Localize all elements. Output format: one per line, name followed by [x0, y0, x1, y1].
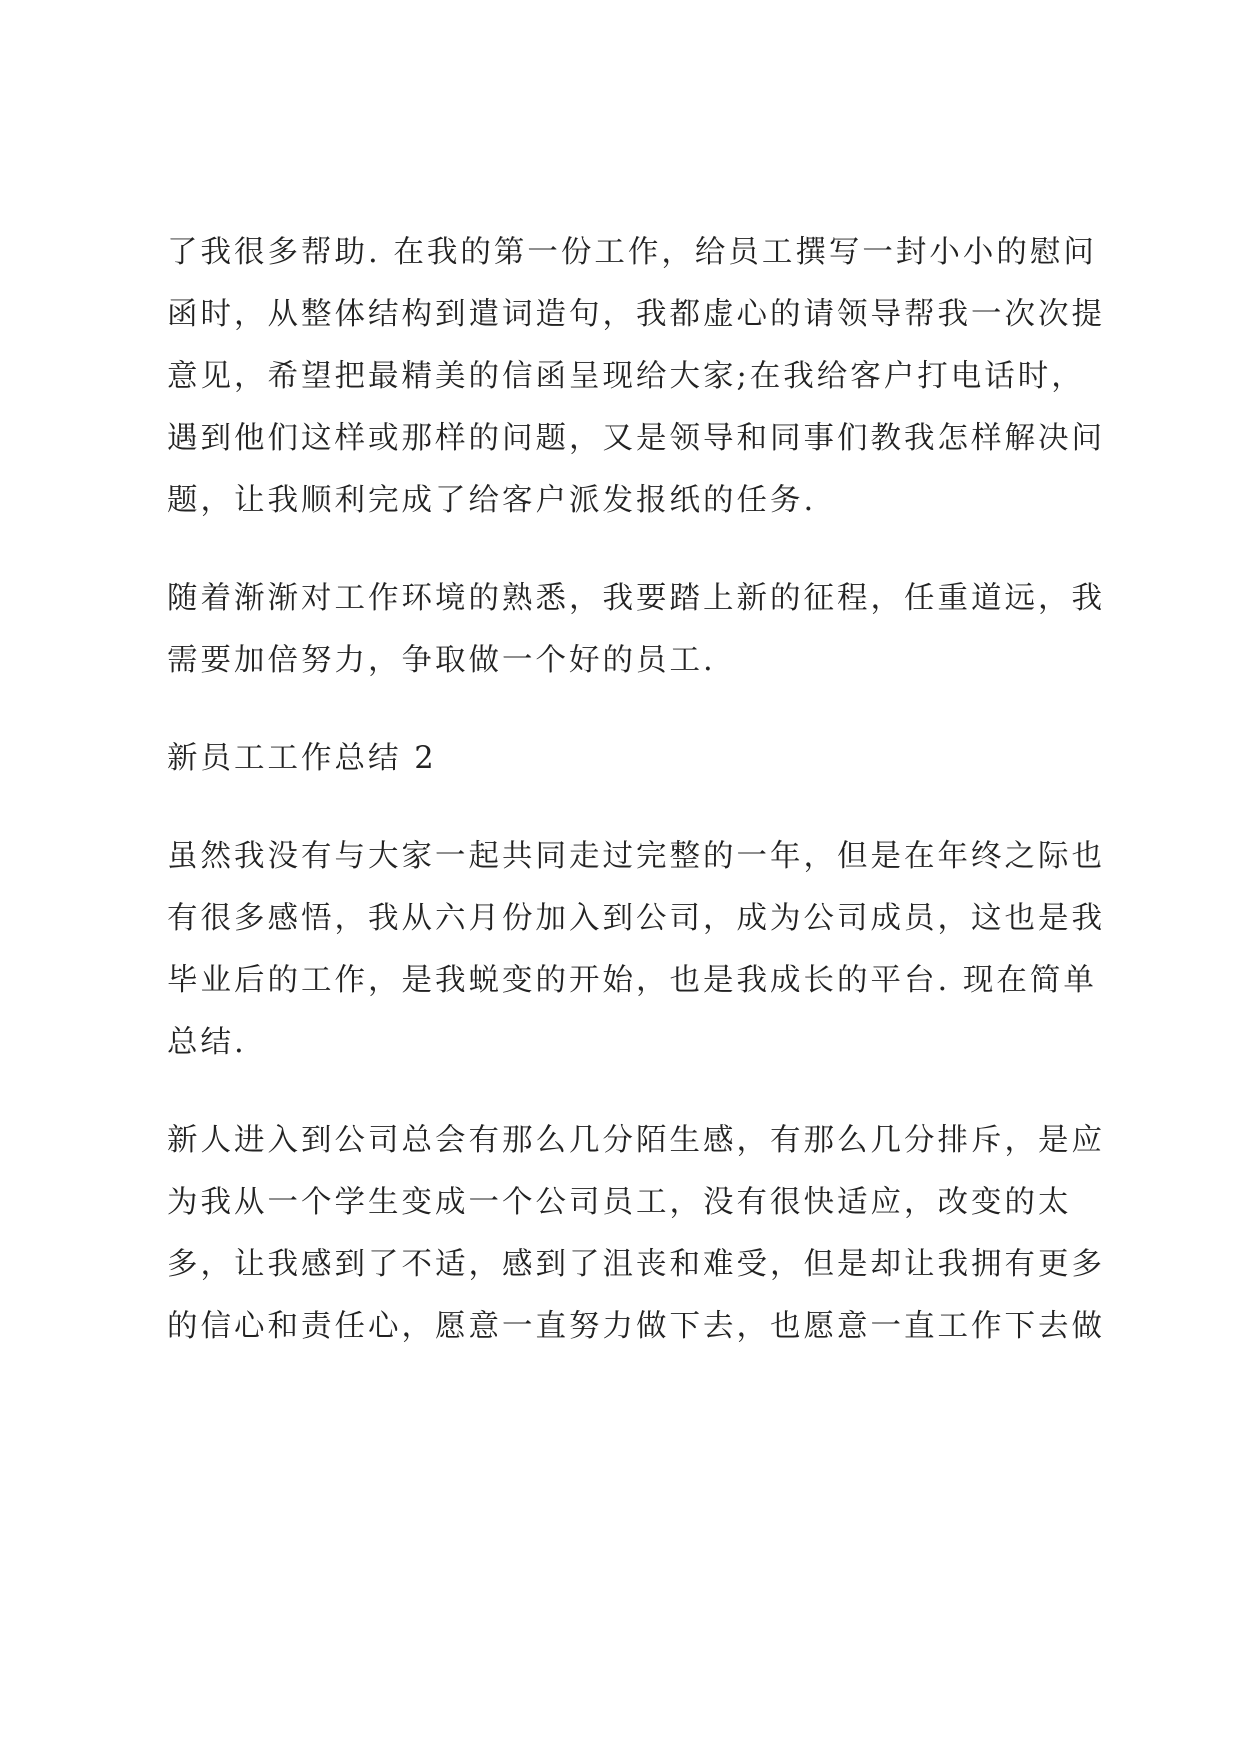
section-heading [167, 728, 1097, 790]
text-line: 新人进入到公司总会有那么几分陌生感，有那么几分排斥，是应 [167, 1123, 1105, 1158]
text-line: 题，让我顺利完成了给客户派发报纸的任务. [167, 483, 817, 518]
paragraph-4 [167, 1110, 1105, 1358]
paragraph-1 [167, 222, 1105, 532]
text-line: 总结. [167, 1025, 247, 1060]
text-line: 了我很多帮助. 在我的第一份工作，给员工撰写一封小小的慰问 [167, 235, 1097, 270]
text-line: 的信心和责任心，愿意一直努力做下去，也愿意一直工作下去做 [167, 1309, 1105, 1344]
text-line: 虽然我没有与大家一起共同走过完整的一年，但是在年终之际也 [167, 839, 1105, 874]
paragraph-3 [167, 826, 1105, 1074]
text-line: 多，让我感到了不适，感到了沮丧和难受，但是却让我拥有更多 [167, 1247, 1105, 1282]
paragraph-2 [167, 568, 1105, 692]
document-body [167, 222, 1105, 1394]
text-line: 需要加倍努力，争取做一个好的员工. [167, 643, 716, 678]
text-line: 函时，从整体结构到遣词造句，我都虚心的请领导帮我一次次提 [167, 297, 1105, 332]
text-line: 为我从一个学生变成一个公司员工，没有很快适应，改变的太 [167, 1185, 1072, 1220]
text-line: 意见，希望把最精美的信函呈现给大家;在我给客户打电话时， [167, 359, 1085, 394]
text-line: 随着渐渐对工作环境的熟悉，我要踏上新的征程，任重道远，我 [167, 581, 1105, 616]
text-line: 毕业后的工作，是我蜕变的开始，也是我成长的平台. 现在简单 [167, 963, 1097, 998]
text-line: 有很多感悟，我从六月份加入到公司，成为公司成员，这也是我 [167, 901, 1105, 936]
heading-text: 新员工工作总结 2 [167, 741, 437, 776]
text-line: 遇到他们这样或那样的问题，又是领导和同事们教我怎样解决问 [167, 421, 1105, 456]
